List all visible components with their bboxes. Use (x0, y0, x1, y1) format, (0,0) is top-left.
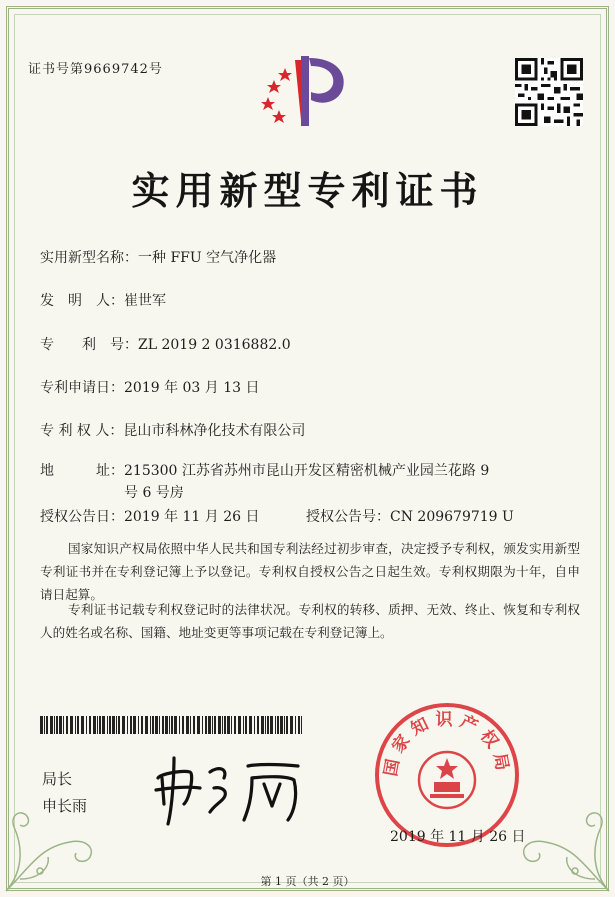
patent-number-row (40, 334, 291, 354)
seal-text: 国家知识产权局 (380, 709, 514, 778)
barcode-icon (40, 716, 302, 734)
utility-model-name-value: 一种 FFU 空气净化器 (138, 250, 277, 266)
patent-number-value: ZL 2019 2 0316882.0 (138, 337, 291, 353)
address-row (40, 460, 504, 504)
qr-code-icon (515, 58, 583, 126)
inventor-row (40, 290, 166, 310)
filing-date-label: 专利申请日： (40, 380, 124, 396)
patentee-value: 昆山市科林净化技术有限公司 (123, 423, 306, 439)
patentee-row (40, 420, 305, 440)
grant-number-label: 授权公告号： (306, 509, 390, 525)
grant-date-value: 2019 年 11 月 26 日 (124, 509, 260, 525)
grant-number-value: CN 209679719 U (390, 509, 514, 525)
seal-date: 2019 年 11 月 26 日 (390, 829, 526, 845)
certificate-number: 证书号第9669742号 (28, 62, 163, 77)
patentee-label: 专 利 权 人： (40, 423, 124, 439)
director-title: 局长 (42, 770, 73, 788)
address-value: 215300 江苏省苏州市昆山开发区精密机械产业园兰花路 9 号 6 号房 (124, 463, 490, 501)
certificate-title: 实用新型专利证书 (131, 168, 484, 213)
grant-number-row (306, 506, 514, 526)
grant-date-row (40, 506, 260, 526)
filing-date-value: 2019 年 03 月 13 日 (124, 380, 260, 396)
filing-date-row (40, 377, 260, 397)
inventor-value: 崔世军 (124, 293, 166, 309)
inventor-label: 发 明 人： (40, 293, 124, 309)
patent-number-label: 专 利 号： (40, 337, 138, 353)
page-number: 第 1 页（共 2 页） (260, 875, 355, 888)
handwritten-signature-icon (148, 748, 308, 830)
grant-date-label: 授权公告日： (40, 509, 124, 525)
utility-model-name-label: 实用新型名称： (40, 250, 138, 266)
body-paragraph-1: 国家知识产权局依照中华人民共和国专利法经过初步审查，决定授予专利权，颁发实用新型专利证书并在专利登记簿上予以登记。专利权自授权公告之日起生效。专利权期限为十年，自申请日起算。 (40, 541, 580, 602)
address-label: 地 址： (40, 463, 124, 479)
cnipa-emblem-icon (255, 50, 355, 130)
director-name: 申长雨 (42, 797, 88, 815)
body-paragraph-2: 专利证书记载专利权登记时的法律状况。专利权的转移、质押、无效、终止、恢复和专利权人的姓名或名称、国籍、地址变更等事项记载在专利登记簿上。 (40, 602, 580, 640)
utility-model-name-row (40, 247, 276, 267)
